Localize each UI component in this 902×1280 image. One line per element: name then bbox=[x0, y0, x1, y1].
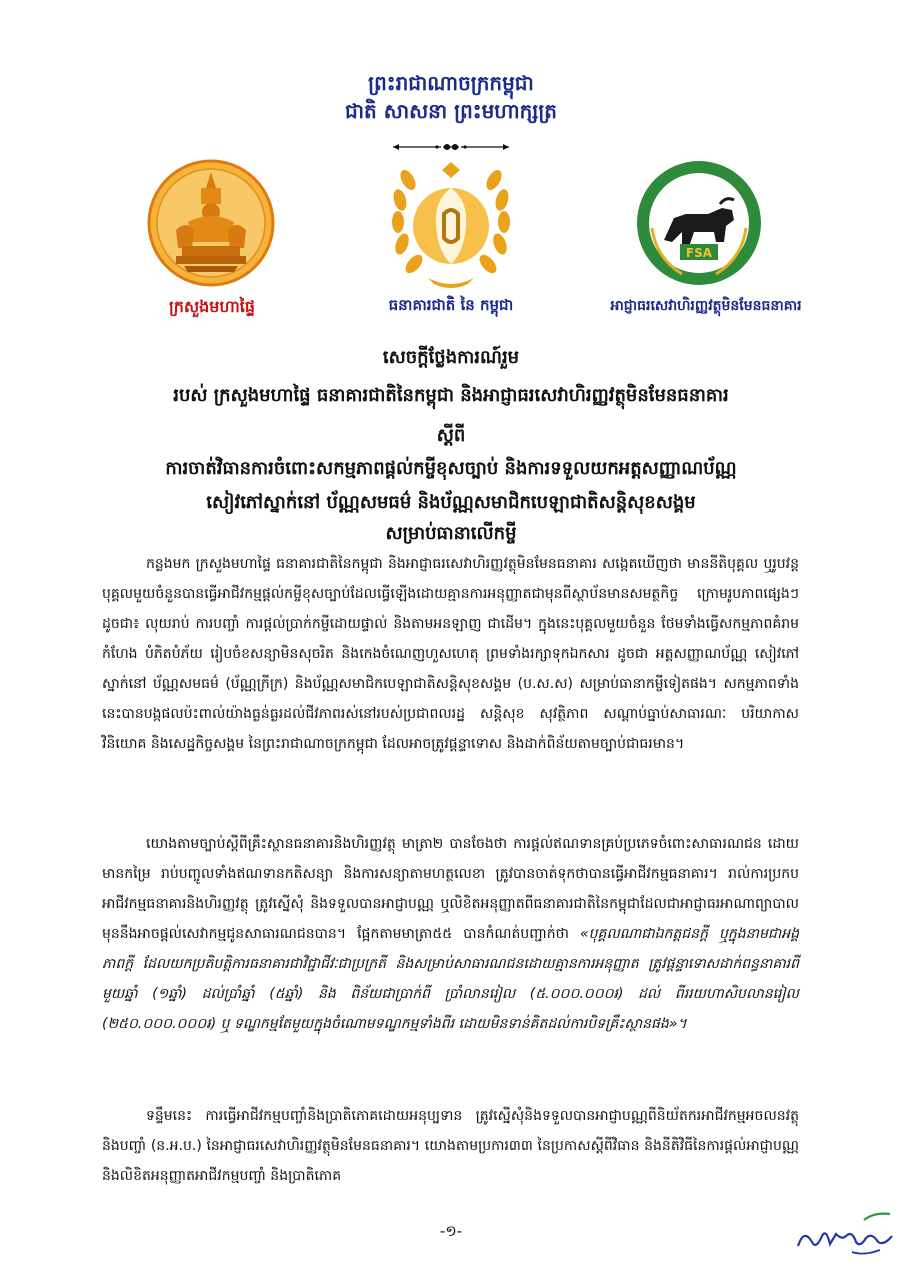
title-subject-line-2: សៀវភៅស្នាក់នៅ ប័ណ្ណសមធម៌ និងប័ណ្ណសមាជិកបេឡាជាតិសន្តិសុខសង្គម bbox=[206, 492, 696, 513]
paragraph-1-text: កន្លងមក ក្រសួងមហាផ្ទៃ ធនាគារជាតិនៃកម្ពុជា និងអាជ្ញាធរសេវាហិរញ្ញវត្ថុមិនមែនធនាគារ សង្កេតឃើញថា មាននីតិបុគ្គល ឬរូបវន្តបុគ្គលមួយចំនួនបានធ្វើអាជីវកម្មផ្តល់កម្ចីខុសច្បាប់ដែលធ្វើឡើងដោយគ្មានការអនុញ្ញាតជាមុនពីស្ថាប័នមានសមត្ថកិច្ច ក្រោមរូបភាពផ្សេងៗដូចជា៖ លុយរាប់ ការបញ្ចាំ ការផ្តល់ប្រាក់កម្ចីដោយផ្ទាល់ និងតាមអនឡាញ ជាដើម។ ក្នុងនេះបុគ្គលមួយចំនួន ថែមទាំងធ្វើសកម្មភាពគំរាមកំហែង បំភិតបំភ័យ រៀបចំខសន្យាមិនសុចរិត និងកេងចំណេញហួសហេតុ ព្រមទាំងរក្សាទុកឯកសារ ដូចជា អត្តសញ្ញាណប័ណ្ណ សៀវភៅស្នាក់នៅ ប័ណ្ណសមធម៌ (ប័ណ្ណក្រីក្រ) និងប័ណ្ណសមាជិកបេឡាជាតិសន្តិសុខសង្គម (ប.ស.ស) សម្រាប់ធានាកម្ចីទៀតផង។ សកម្មភាពទាំងនេះបានបង្កផលប៉ះពាល់យ៉ាងធ្ងន់ធ្ងរដល់ជីវភាពរស់នៅរបស់ប្រជាពលរដ្ឋ សន្តិសុខ សុវត្ថិភាព សណ្តាប់ធ្នាប់សាធារណៈ បរិយាកាសវិនិយោគ និងសេដ្ឋកិច្ចសង្គម នៃព្រះរាជាណាចក្រកម្ពុជា ដែលអាចត្រូវផ្តន្ទាទោស និងដាក់ពិន័យតាមច្បាប់ជាធរមាន។ bbox=[102, 556, 799, 752]
kingdom-motto: ជាតិ សាសនា ព្រះមហាក្សត្រ bbox=[345, 99, 557, 123]
paragraph-2-text bbox=[102, 829, 799, 1039]
paragraph-2-intro: យោងតាមច្បាប់ស្តីពីគ្រឹះស្ថានធនាគារនិងហិរញ្ញវត្ថុ មាត្រា២ បានចែងថា ការផ្តល់ឥណទានគ្រប់ប្រភេទចំពោះសាធារណជន ដោយមានកម្រៃ រាប់បញ្ចូលទាំងឥណទានកតិសន្យា និងការសន្យាតាមហត្ថលេខា ត្រូវបានចាត់ទុកថាបានធ្វើអាជីវកម្មធនាគារ។ រាល់ការប្រកបអាជីវកម្មធនាគារនិងហិរញ្ញវត្ថុ ត្រូវស្នើសុំ និងទទួលបានអាជ្ញាបណ្ណ ឬលិខិតអនុញ្ញាតពីធនាគារជាតិនៃកម្ពុជាដែលជាអាជ្ញាធរអាណាព្យាបាល មុននឹងអាចផ្តល់សេវាកម្មជូនសាធារណជនបាន។ ផ្អែកតាមមាត្រា៥៥ បានកំណត់បញ្ជាក់ថា bbox=[102, 836, 799, 942]
paragraph-3 bbox=[102, 1101, 799, 1221]
nbfsa-caption: អាជ្ញាធរសេវាហិរញ្ញវត្ថុមិនមែនធនាគារ bbox=[610, 298, 802, 314]
ministry-of-interior-logo-icon bbox=[146, 158, 276, 288]
title-subject-line-3: សម្រាប់ធានាលើកម្ចី bbox=[385, 523, 517, 544]
national-bank-logo-icon bbox=[378, 160, 524, 292]
nbfsa-logo-icon bbox=[634, 158, 764, 288]
document-title: សេចក្តីថ្លែងការណ៍រួម bbox=[382, 347, 520, 368]
title-regarding: ស្តីពី bbox=[436, 425, 466, 446]
kingdom-heading: ព្រះរាជាណាចក្រកម្ពុជា bbox=[368, 71, 534, 95]
nbc-caption: ធនាគារជាតិ នៃ កម្ពុជា bbox=[388, 296, 514, 314]
title-subject-line-1: ការចាត់វិធានការចំពោះសកម្មភាពផ្តល់កម្ចីខុសច្បាប់ និងការទទួលយកអត្តសញ្ញាណប័ណ្ណ bbox=[165, 458, 737, 479]
page-number: -១- bbox=[439, 1222, 463, 1240]
title-issuers: របស់ ក្រសួងមហាផ្ទៃ ធនាគារជាតិនៃកម្ពុជា និងអាជ្ញាធរសេវាហិរញ្ញវត្ថុមិនមែនធនាគារ bbox=[173, 385, 729, 406]
signature-initials-icon bbox=[794, 1206, 898, 1262]
ministry-caption: ក្រសួងមហាផ្ទៃ bbox=[168, 297, 255, 316]
paragraph-2 bbox=[102, 829, 799, 1099]
nbfsa-abbrev-text: FSA bbox=[685, 246, 713, 260]
paragraph-1 bbox=[102, 549, 799, 817]
ornament-divider-icon bbox=[391, 140, 511, 154]
paragraph-3-text: ទន្ទឹមនេះ ការធ្វើអាជីវកម្មបញ្ចាំនិងប្រាតិភោគដោយអនុប្បទាន ត្រូវស្នើសុំនិងទទួលបានអាជ្ញាបណ្ណពីនិយ័តករអាជីវកម្មអចលនវត្ថុនិងបញ្ចាំ (ន.អ.ប.) នៃអាជ្ញាធរសេវាហិរញ្ញវត្ថុមិនមែនធនាគារ។ យោងតាមប្រការ៣៣ នៃប្រកាសស្តីពីវិធាន និងនីតិវិធីនៃការផ្តល់អាជ្ញាបណ្ណ និងលិខិតអនុញ្ញាតអាជីវកម្មបញ្ចាំ និងប្រាតិភោគ bbox=[102, 1108, 799, 1184]
paragraph-2-quote: «បុគ្គលណាជាឯកត្តជនក្តី ឬក្នុងនាមជាអង្គភាពក្តី ដែលយកប្រតិបត្តិការធនាគារជាវិជ្ជាជីវៈជាប្រក្រតី និងសម្រាប់សាធារណជនដោយគ្មានការអនុញ្ញាត ត្រូវផ្តន្ទាទោសដាក់ពន្ធនាគារពី មួយឆ្នាំ (១ឆ្នាំ) ដល់ប្រាំឆ្នាំ (៥ឆ្នាំ) និង ពិន័យជាប្រាក់ពី ប្រាំលានរៀល (៥.០០០.០០០៛) ដល់ ពីររយហាសិបលានរៀល (២៥០.០០០.០០០៛) ឬ ទណ្ឌកម្មតែមួយក្នុងចំណោមទណ្ឌកម្មទាំងពីរ ដោយមិនទាន់គិតដល់ការបិទគ្រឹះស្ថានផង»។ bbox=[102, 926, 800, 1032]
